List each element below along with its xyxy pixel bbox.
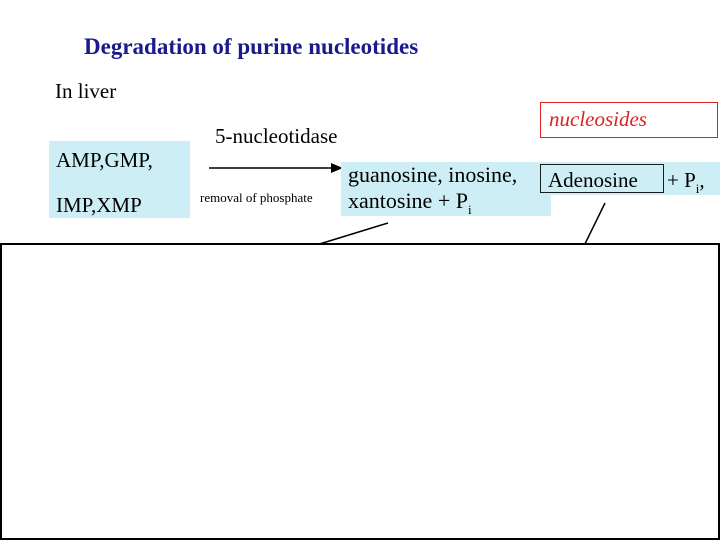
slide-title: Degradation of purine nucleotides: [84, 34, 419, 59]
slide-subtitle: In liver: [55, 79, 117, 103]
adenosine-plus-text: + P: [667, 168, 696, 192]
nucleosides-label: nucleosides: [549, 107, 647, 131]
adenosine-trailing: ,: [699, 168, 705, 192]
nucleotides-line-2: IMP,XMP: [56, 193, 142, 217]
pi-subscript: i: [467, 202, 472, 217]
blank-content-panel: [0, 243, 720, 540]
connector-lines: [0, 0, 720, 260]
enzyme-label: 5-nucleotidase: [215, 124, 338, 148]
products-line-1: guanosine, inosine,: [348, 162, 518, 187]
products-line-2-text: xantosine + P: [348, 188, 468, 213]
adenosine-label: Adenosine: [548, 168, 638, 192]
nucleotides-line-1: AMP,GMP,: [56, 148, 153, 172]
removal-note: removal of phosphate: [200, 190, 313, 205]
adenosine-pi-subscript: i: [695, 181, 700, 196]
